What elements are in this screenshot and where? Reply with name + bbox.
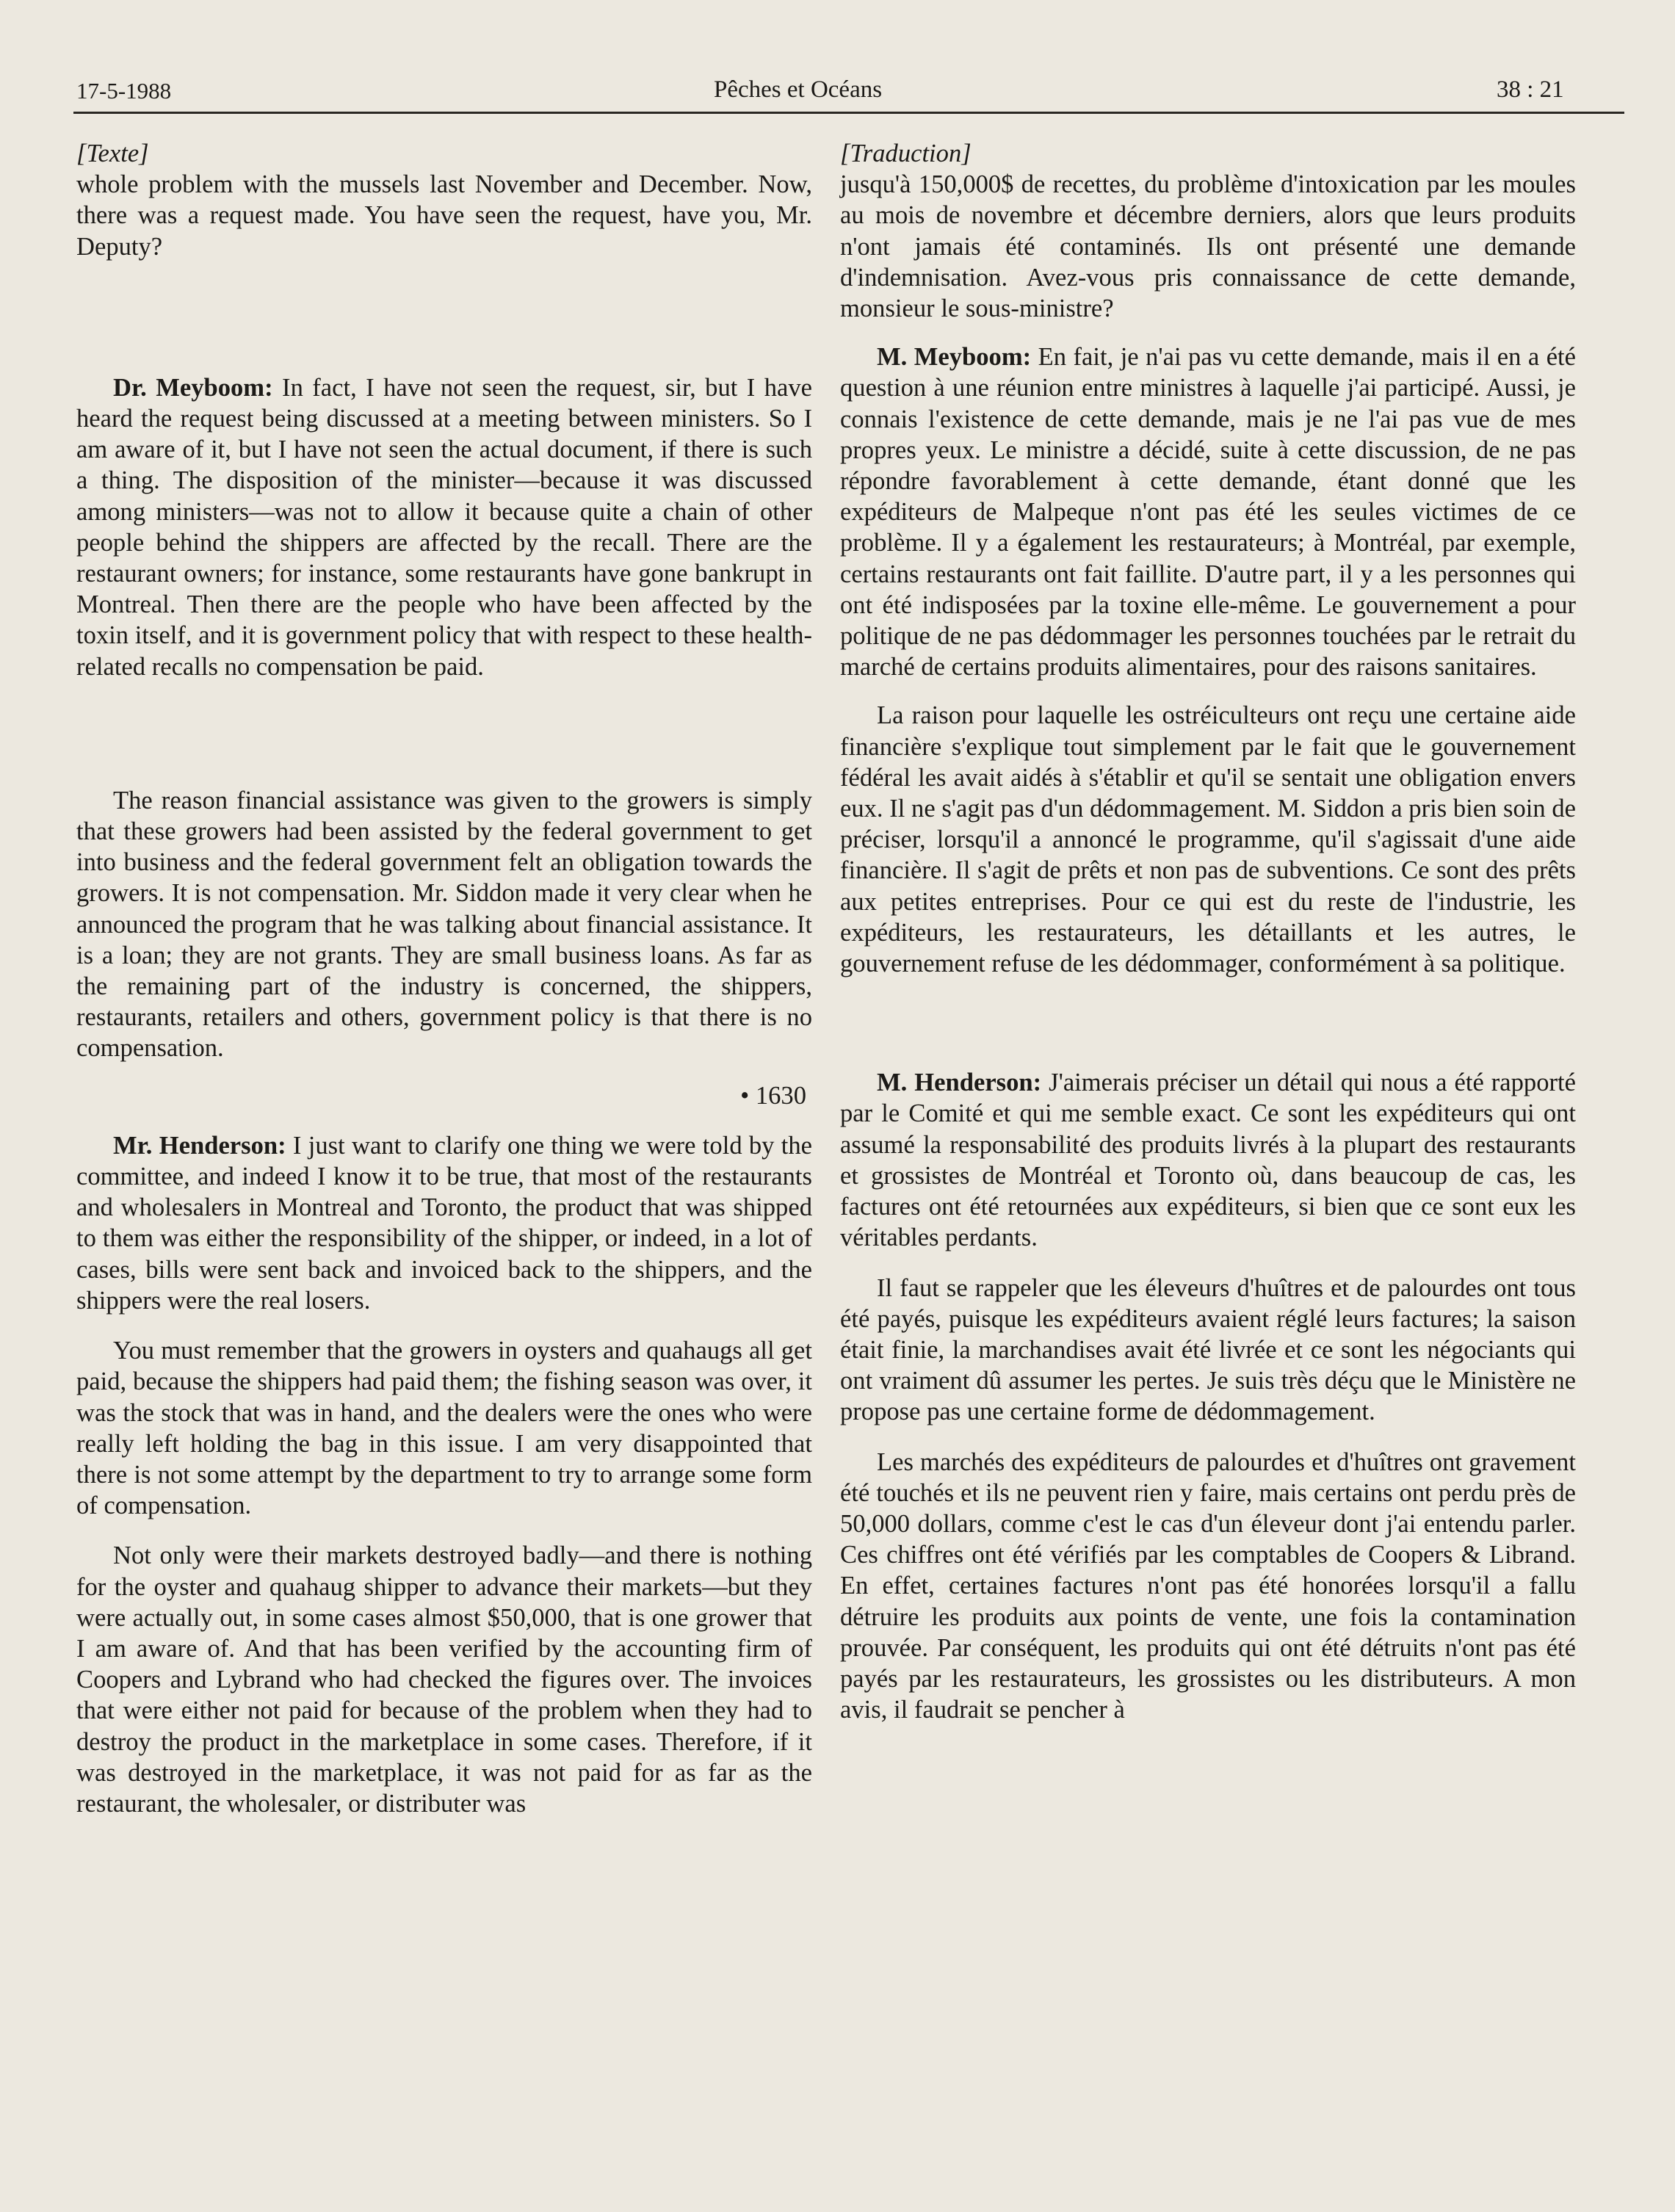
paragraph: jusqu'à 150,000$ de recettes, du problème d'intoxication par les moules au mois de novembre et décembre derniers, alors que leurs produits n'ont jamais été contaminés. Ils ont présenté une demande d'indemnisation. Avez-vous pris connaissance de cette demande, monsieur le sous-ministre? [840, 170, 1576, 323]
speaker-name: Dr. Meyboom: [113, 373, 273, 402]
paragraph: Not only were their markets destroyed badly—and there is nothing for the oyster and quahaug shipper to advance their markets—but they were actually out, in some cases almost $50,000, that is one grower that I am aware of. And that has been verified by the accounting firm of Coopers and Lybrand who had checked the figures over. The invoices that were either not paid for because of the problem when they had to destroy the product in the marketplace in some cases. Therefore, if it was destroyed in the marketplace, it was not paid for as far as the restaurant, the wholesaler, or distributer was [76, 1541, 812, 1818]
header-date: 17-5-1988 [76, 78, 172, 104]
paragraph [76, 1130, 812, 1316]
header-page-number: 38 : 21 [1497, 76, 1564, 103]
paragraph: The reason financial assistance was given to the growers is simply that these growers had been assisted by the federal government to get into business and the federal government felt an obligation towards the growers. It is not compensation. Mr. Siddon made it very clear when he announced the program that he was talking about financial assistance. It is a loan; they are not grants. They are small business loans. As far as the remaining part of the industry is concerned, the shippers, restaurants, retailers and others, government policy is that there is no compensation. [76, 786, 812, 1063]
paragraph: Il faut se rappeler que les éleveurs d'huîtres et de palourdes ont tous été payés, puisque les expéditeurs avaient réglé leurs factures; la saison était finie, la marchandises avait été livrée et ce sont les négociants qui ont vraiment dû assumer les pertes. Je suis très déçu que le Ministère ne propose pas une certaine forme de dédommagement. [840, 1273, 1576, 1426]
header-title: Pêches et Océans [714, 76, 883, 103]
paragraph: whole problem with the mussels last November and December. Now, there was a request made. You have seen the request, have you, Mr. Deputy? [76, 170, 812, 261]
paragraph: You must remember that the growers in oysters and quahaugs all get paid, because the shippers had paid them; the fishing season was over, it was the stock that was in hand, and the dealers were the ones who were really left holding the bag in this issue. I am very disappointed that there is not some attempt by the department to try to arrange some form of compensation. [76, 1337, 812, 1520]
paragraph-text: I just want to clarify one thing we were told by the committee, and indeed I know it to be true, that most of the restaurants and wholesalers in Montreal and Toronto, the product that was shipped to them was either the responsibility of the shipper, or indeed, in a lot of cases, bills were sent back and invoiced back to the shippers, and the shippers were the real losers. [76, 1131, 812, 1315]
column-tag: [Texte] [76, 140, 149, 167]
speaker-name: Mr. Henderson: [113, 1131, 286, 1160]
paragraph: Les marchés des expéditeurs de palourdes et d'huîtres ont gravement été touchés et ils ne peuvent rien y faire, mais certains ont perdu près de 50,000 dollars, comme c'est le cas d'un éleveur dont j'ai entendu parler. Ces chiffres ont été vérifiés par les comptables de Coopers & Librand. En effet, certaines factures n'ont pas été honorées lorsqu'il a fallu détruire les produits aux points de vente, une fois la contamination prouvée. Par conséquent, les produits qui ont été détruits n'ont pas été payés par les restaurateurs, les grossistes ou les distributeurs. A mon avis, il faudrait se pencher à [840, 1447, 1576, 1724]
paragraph-text: En fait, je n'ai pas vu cette demande, mais il en a été question à une réunion entre ministres à laquelle j'ai participé. Aussi, je connais l'existence de cette demande, mais je ne l'ai pas vue de mes propres yeux. Le ministre a décidé, suite à cette discussion, de ne pas répondre favorablement à cette demande, étant donné que les expéditeurs de Malpeque n'ont pas été les seules victimes de ce problème. Il y a également les restaurateurs; à Montréal, par exemple, certains restaurants ont fait faillite. D'autre part, il y a les personnes qui ont été indisposées par la toxine elle-même. Le gouvernement a pour politique de ne pas dédommager les personnes touchées par le retrait du marché de certains produits alimentaires, pour des raisons sanitaires. [840, 343, 1576, 682]
speaker-name: M. Meyboom: [877, 343, 1032, 372]
paragraph [840, 1067, 1576, 1253]
time-marker: • 1630 [740, 1081, 806, 1110]
paragraph [76, 372, 812, 682]
english-column [76, 138, 812, 1819]
speaker-name: M. Henderson: [877, 1069, 1042, 1097]
paragraph-text: J'aimerais préciser un détail qui nous a été rapporté par le Comité et qui me semble exact. Ce sont les expéditeurs qui ont assumé la responsabilité des produits livrés à la plupart des restaurants et grossistes de Montréal et Toronto où, dans beaucoup de cas, les factures ont été retournées aux expéditeurs, si bien que ce sont eux les véritables perdants. [840, 1069, 1576, 1252]
paragraph: La raison pour laquelle les ostréiculteurs ont reçu une certaine aide financière s'explique tout simplement par le fait que le gouvernement fédéral les avait aidés à s'établir et qu'il se sentait une obligation envers eux. Il ne s'agit pas d'un dédommagement. M. Siddon a pris bien soin de préciser, lorsqu'il a annoncé le programme, qu'il s'agissait d'une aide financière. Il s'agit de prêts et non pas de subventions. Ce sont des prêts aux petites entreprises. Pour ce qui est du reste de l'industrie, les expéditeurs, les restaurateurs, les détaillants et les autres, le gouvernement refuse de les dédommager, conformément à sa politique. [840, 701, 1576, 978]
paragraph-text: In fact, I have not seen the request, sir, but I have heard the request being discussed at a meeting between ministers. So I am aware of it, but I have not seen the actual document, if there is such a thing. The disposition of the minister—because it was discussed among ministers—was not to allow it because quite a chain of other people behind the shippers are affected by the recall. There are the restaurant owners; for instance, some restaurants have gone bankrupt in Montreal. Then there are the people who have been affected by the toxin itself, and it is government policy that with respect to these health-related recalls no compensation be paid. [76, 373, 812, 681]
paragraph [840, 341, 1576, 682]
header-rule [73, 112, 1624, 114]
column-tag: [Traduction] [840, 140, 972, 167]
french-column [840, 138, 1576, 1725]
